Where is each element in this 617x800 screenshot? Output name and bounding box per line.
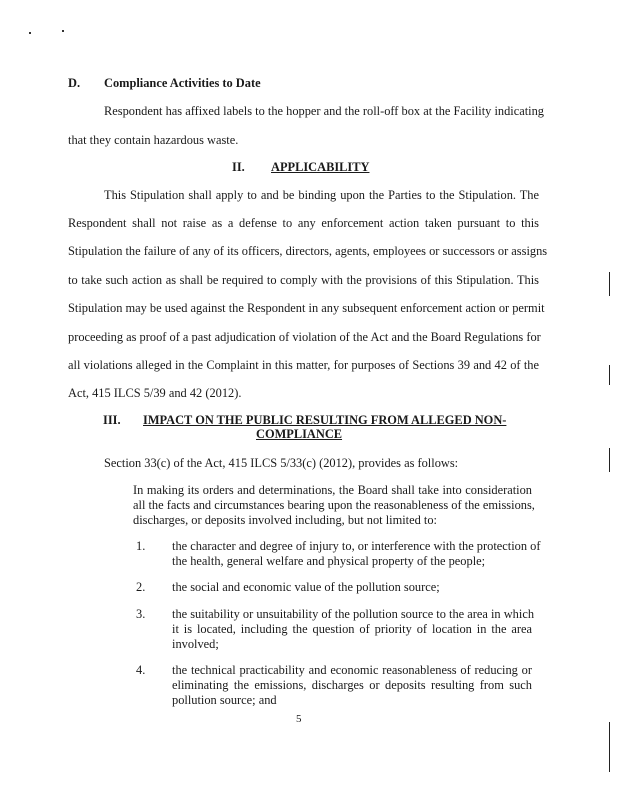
section-iii-intro: Section 33(c) of the Act, 415 ILCS 5/33(c) (2012), provides as follows: (104, 456, 459, 470)
list-item-line: pollution source; and (172, 693, 277, 707)
list-item-line: eliminating the emissions, discharges or deposits resulting from such (172, 678, 532, 692)
section-ii-paragraph-line: Stipulation the failure of any of its officers, directors, agents, employees or successors or assigns (68, 244, 548, 258)
margin-change-bar (609, 272, 610, 296)
list-item-line: the social and economic value of the pollution source; (172, 580, 440, 594)
section-ii-paragraph-line: all violations alleged in the Complaint in this matter, for purposes of Sections 39 and 42 of the (68, 358, 539, 372)
section-d-paragraph-line: Respondent has affixed labels to the hopper and the roll-off box at the Facility indicating (104, 104, 544, 118)
statute-quote-line: In making its orders and determinations, the Board shall take into consideration (133, 483, 532, 497)
section-ii-paragraph-line: Act, 415 ILCS 5/39 and 42 (2012). (68, 386, 242, 400)
section-iii-title-line2: COMPLIANCE (256, 427, 343, 441)
list-item-line: the health, general welfare and physical property of the people; (172, 554, 486, 568)
scan-speck (62, 30, 64, 32)
margin-change-bar (609, 722, 610, 772)
list-item-number: 4. (136, 663, 146, 677)
section-d-paragraph-line: that they contain hazardous waste. (68, 133, 239, 147)
list-item-line: it is located, including the question of priority of location in the area (172, 622, 532, 636)
margin-change-bar (609, 448, 610, 472)
list-item-number: 1. (136, 539, 146, 553)
list-item-number: 2. (136, 580, 146, 594)
list-item-line: the character and degree of injury to, or interference with the protection of (172, 539, 541, 553)
section-ii-paragraph-line: proceeding as proof of a past adjudication of violation of the Act and the Board Regulations for (68, 330, 541, 344)
statute-quote-line: discharges, or deposits involved including, but not limited to: (133, 513, 437, 527)
section-iii-numeral: III. (103, 413, 121, 427)
section-iii-title-line1: IMPACT ON THE PUBLIC RESULTING FROM ALLEGED NON- (143, 413, 507, 427)
page-number: 5 (296, 713, 302, 725)
section-ii-paragraph-line: Stipulation may be used against the Respondent in any subsequent enforcement action or permit (68, 301, 545, 315)
scan-speck (29, 32, 31, 34)
section-ii-title: APPLICABILITY (271, 160, 370, 174)
section-d-title: Compliance Activities to Date (104, 76, 261, 90)
section-ii-paragraph-line: to take such action as shall be required to comply with the provisions of this Stipulation. This (68, 273, 539, 287)
section-d-letter: D. (68, 76, 81, 90)
list-item-number: 3. (136, 607, 146, 621)
section-ii-paragraph-line: This Stipulation shall apply to and be binding upon the Parties to the Stipulation. The (104, 188, 539, 202)
statute-quote-line: all the facts and circumstances bearing upon the reasonableness of the emissions, (133, 498, 535, 512)
list-item-line: the technical practicability and economic reasonableness of reducing or (172, 663, 532, 677)
section-ii-paragraph-line: Respondent shall not raise as a defense to any enforcement action taken pursuant to this (68, 216, 539, 230)
list-item-line: involved; (172, 637, 219, 651)
margin-change-bar (609, 365, 610, 385)
list-item-line: the suitability or unsuitability of the pollution source to the area in which (172, 607, 535, 621)
section-ii-numeral: II. (232, 160, 245, 174)
